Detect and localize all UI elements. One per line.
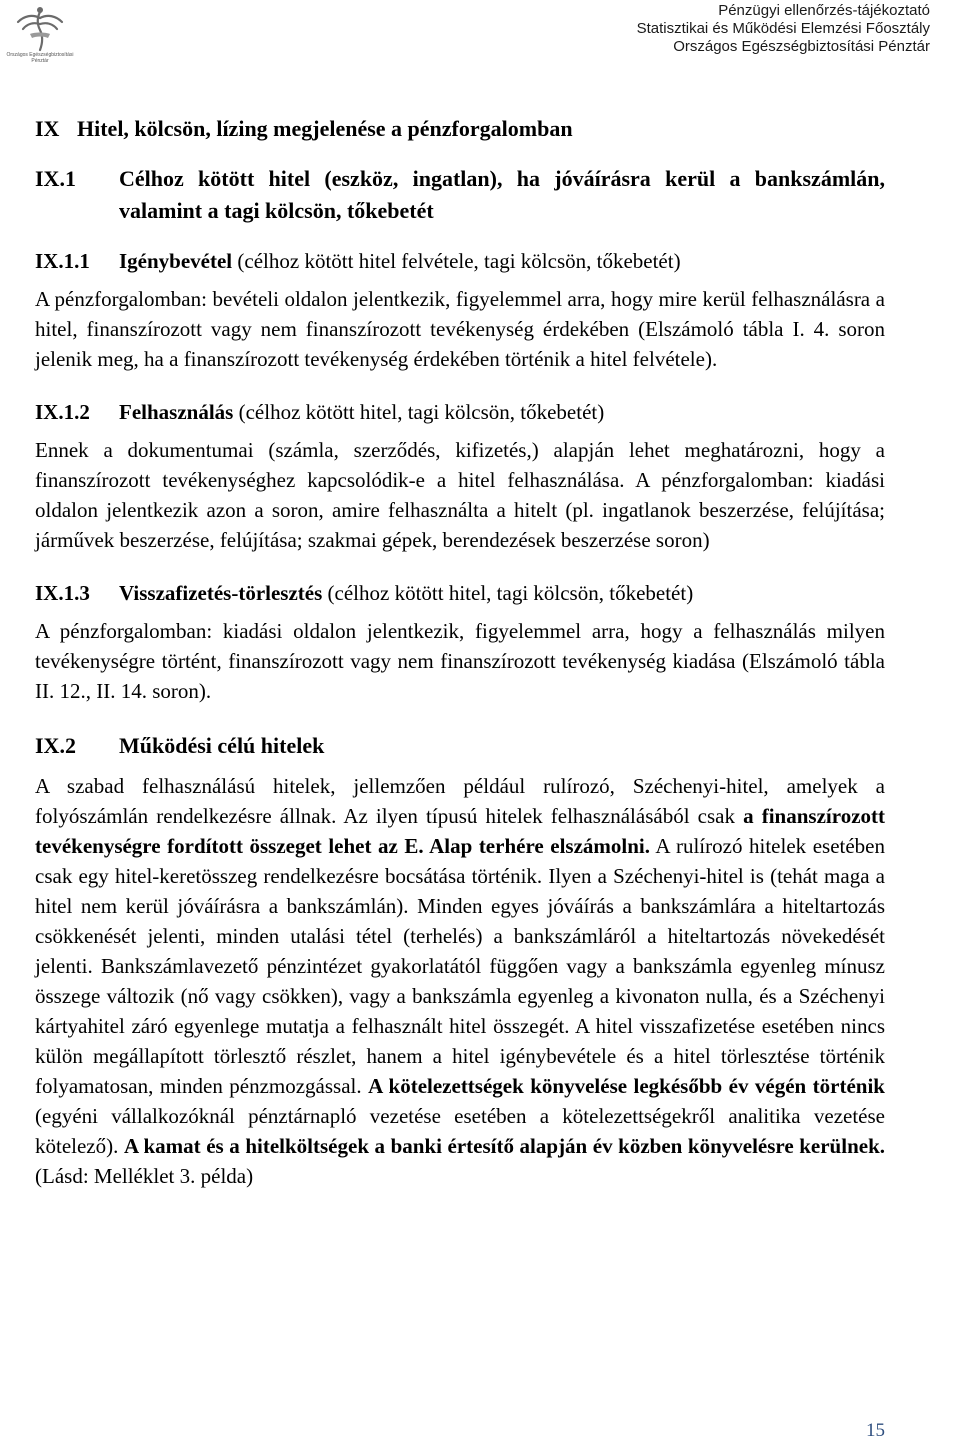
subsection-number-1-2: IX.1.2 (35, 400, 90, 424)
paragraph-2-bold-2: A kötelezettségek könyvelése legkésőbb év végén történik (368, 1074, 885, 1098)
subsection-lead-1-2: Felhasználás (119, 400, 234, 424)
subsection-heading-2 (35, 730, 885, 762)
subsection-rest-1-3: (célhoz kötött hitel, tagi kölcsön, tőkebetét) (322, 581, 694, 605)
subsection-rest-1-2: (célhoz kötött hitel, tagi kölcsön, tőkebetét) (233, 400, 605, 424)
subsection-lead-1-1: Igénybevétel (119, 249, 233, 273)
paragraph-2-text-1: A szabad felhasználású hitelek, jellemzően például rulírozó, Széchenyi-hitel, amelyek a folyószámlán rendelkezésre állnak. Az ilyen típusú hitelek felhasználásából csak (35, 774, 885, 828)
header-line-2: Statisztikai és Működési Elemzési Főosztály (636, 20, 930, 37)
paragraph-1-2: Ennek a dokumentumai (számla, szerződés, kifizetés,) alapján lehet meghatározni, hogy a finanszírozott tevékenységhez kapcsolódik-e a hitel felhasználása. A pénzforgalomban: kiadási oldalon jelentkezik azon a soron, amire felhasználta a hitelt (pl. ingatlanok beszerzése, felújítása; járművek beszerzése, felújítása; szakmai gépek, berendezések beszerzése soron) (35, 438, 885, 552)
subsection-heading-1 (35, 163, 885, 227)
subsection-heading-1-3 (35, 579, 885, 607)
paragraph-2-text-2: A rulírozó hitelek esetében csak egy hitel-keretösszeg rendelkezésre bocsátása történik. Ilyen a Széchenyi-hitel is (tehát maga a hitel nem kerül jóváírásra a bankszámlán). Minden egyes jóváírás a bankszámlára a hiteltartozás csökkenését jelenti, minden utalási tétel (terhelés) a bankszámláról a hiteltartozás növekedését jelenti. Bankszámlavezető pénzintézet gyakorlatától függően vagy a bankszámla egyenleg mínusz összege változik (nő vagy csökken), vagy a bankszámla egyenleg a kivonaton nulla, és a Széchenyi kártyahitel záró egyenlege mutatja a felhasznált hitel összegét. A hitel visszafizetése esetében nincs külön megállapított törlesztő részlet, hanem a hitel igénybevétele és a hitel törlesztése történik folyamatosan, minden pénzmozgással. (35, 834, 885, 1098)
subsection-number-1-3: IX.1.3 (35, 581, 90, 605)
logo-caption: Országos Egészségbiztosítási Pénztár (6, 52, 74, 64)
paragraph-1-3: A pénzforgalomban: kiadási oldalon jelentkezik, figyelemmel arra, hogy a felhasználás milyen tevékenységre történt, finanszírozott vagy nem finanszírozott tevékenység kiadása (Elszámoló tábla II. 12., II. 14. soron). (35, 619, 885, 703)
paragraph-1-1: A pénzforgalomban: bevételi oldalon jelentkezik, figyelemmel arra, hogy mire kerül felhasználásra a hitel, finanszírozott vagy nem finanszírozott tevékenység érdekében (Elszámoló tábla I. 4. soron jelenik meg, ha a finanszírozott tevékenység érdekében történik a hitel felvétele). (35, 287, 885, 371)
subsection-number-1: IX.1 (35, 166, 76, 191)
section-number: IX (35, 116, 60, 141)
paragraph-2 (35, 771, 885, 1191)
subsection-number-2: IX.2 (35, 733, 76, 758)
subsection-heading-1-1 (35, 247, 885, 275)
subsection-lead-1-3: Visszafizetés-törlesztés (119, 581, 323, 605)
subsection-heading-1-2 (35, 398, 885, 426)
page-number: 15 (866, 1420, 885, 1441)
header-line-3: Országos Egészségbiztosítási Pénztár (673, 38, 930, 55)
paragraph-2-text-3: (egyéni vállalkozóknál pénztárnapló vezetése esetében a kötelezettségekről analitika vezetése kötelező). (35, 1104, 885, 1158)
header-line-1: Pénzügyi ellenőrzés-tájékoztató (718, 2, 930, 19)
paragraph-2-bold-3: A kamat és a hitelköltségek a banki értesítő alapján év közben könyvelésre kerülnek. (123, 1134, 886, 1158)
section-heading (35, 115, 885, 143)
document-body (35, 115, 885, 1191)
section-title: Hitel, kölcsön, lízing megjelenése a pénzforgalomban (77, 116, 573, 141)
paragraph-2-bold-1: a finanszírozott tevékenységre fordított összeget lehet az E. Alap terhére elszámolni. (35, 804, 885, 858)
subsection-number-1-1: IX.1.1 (35, 249, 90, 273)
subsection-title-1: Célhoz kötött hitel (eszköz, ingatlan), ha jóváírásra kerül a bankszámlán, valamint a tagi kölcsön, tőkebetét (119, 166, 885, 223)
subsection-rest-1-1: (célhoz kötött hitel felvétele, tagi kölcsön, tőkebetét) (232, 249, 681, 273)
subsection-title-2: Működési célú hitelek (119, 733, 325, 758)
header-institution (637, 2, 930, 56)
page-header (0, 0, 960, 70)
paragraph-2-text-4: (Lásd: Melléklet 3. példa) (35, 1164, 254, 1188)
